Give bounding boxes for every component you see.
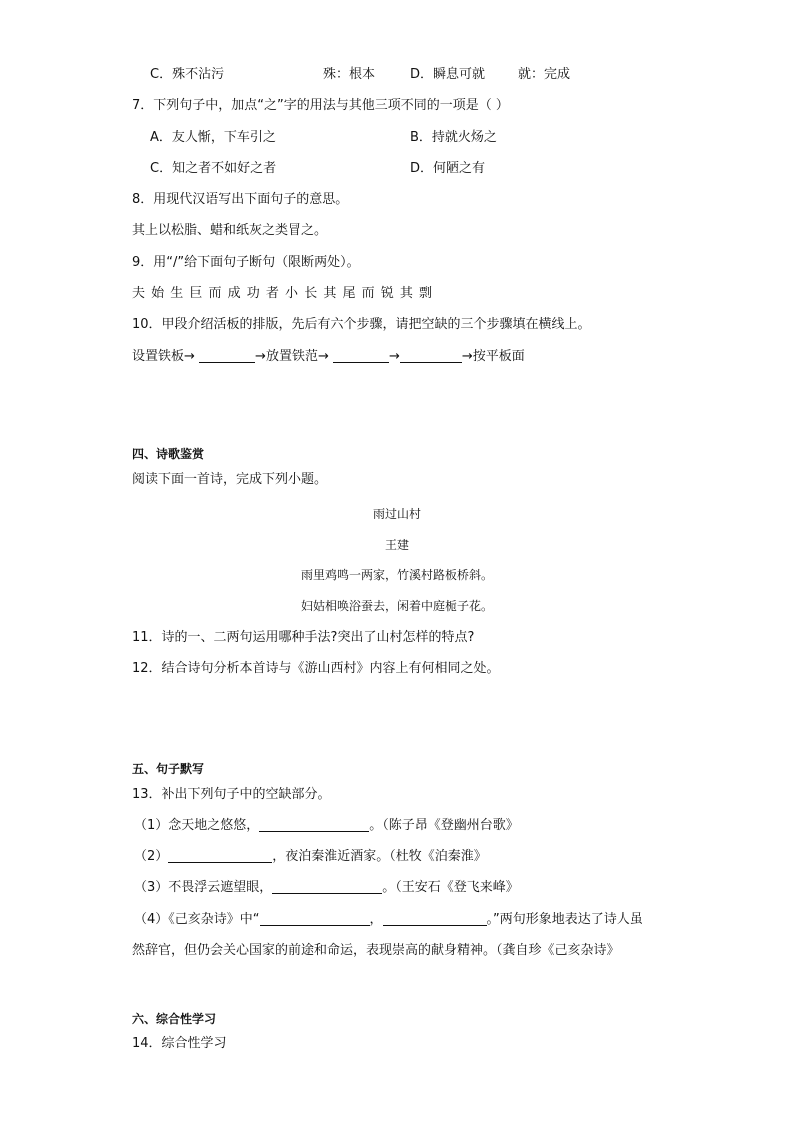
section4-heading: 四、诗歌鉴赏 — [132, 447, 205, 461]
q10-blank-1[interactable] — [199, 348, 255, 363]
q6-option-d-note: 就：完成 — [518, 67, 571, 82]
q10-step6: →按平板面 — [461, 349, 525, 364]
q7-option-c: C．知之者不如好之者 — [150, 161, 277, 176]
q13-blank-5[interactable] — [383, 911, 487, 926]
q13-item4-comma: ， — [369, 912, 383, 927]
q6-option-d: D．瞬息可就 — [410, 67, 486, 82]
q13-item-3 — [134, 879, 519, 897]
q13-item2-suffix: ，夜泊秦淮近酒家。（杜牧《泊秦淮》 — [272, 849, 487, 864]
q6-option-c: C．殊不沾污 — [150, 67, 225, 82]
q10-step3: →放置铁范→ — [255, 349, 329, 364]
q13-item3-prefix: （3）不畏浮云遮望眼， — [134, 880, 273, 895]
q7-question: 7．下列句子中，加点“之”字的用法与其他三项不同的一项是（ ） — [132, 98, 509, 113]
q13-blank-3[interactable] — [272, 879, 382, 894]
q10-step1: 设置铁板→ — [132, 349, 195, 364]
q11-question: 11．诗的一、二两句运用哪种手法?突出了山村怎样的特点? — [132, 630, 475, 645]
poem-title: 雨过山村 — [372, 507, 421, 521]
q13-item3-suffix: 。（王安石《登飞来峰》 — [382, 880, 519, 895]
q13-blank-4[interactable] — [260, 911, 370, 926]
q13-item-4 — [134, 911, 643, 929]
q8-sentence: 其上以松脂、蜡和纸灰之类冒之。 — [132, 223, 328, 238]
q13-item4-continuation: 然辞官，但仍会关心国家的前途和命运，表现崇高的献身精神。（龚自珍《己亥杂诗》 — [132, 943, 620, 958]
q13-item-1 — [134, 817, 519, 835]
q13-item2-prefix: （2） — [134, 849, 169, 864]
poem-author: 王建 — [384, 538, 409, 552]
q12-question: 12．结合诗句分析本首诗与《游山西村》内容上有何相同之处。 — [132, 661, 500, 676]
q10-steps — [132, 348, 525, 366]
poem-line-1: 雨里鸡鸣一两家，竹溪村路板桥斜。 — [300, 568, 493, 582]
q7-option-d: D．何陋之有 — [410, 161, 486, 176]
q13-blank-1[interactable] — [259, 817, 369, 832]
q13-item4-prefix: （4）《己亥杂诗》中“ — [134, 912, 260, 927]
q8-question: 8．用现代汉语写出下面句子的意思。 — [132, 192, 349, 207]
q13-item4-suffix: 。”两句形象地表达了诗人虽 — [486, 912, 643, 927]
q13-blank-2[interactable] — [168, 848, 272, 863]
q14-question: 14．综合性学习 — [132, 1036, 227, 1051]
q10-blank-3[interactable] — [400, 348, 462, 363]
q13-item1-suffix: 。（陈子昂《登幽州台歌》 — [369, 818, 519, 833]
q9-sentence: 夫 始 生 巨 而 成 功 者 小 长 其 尾 而 锐 其 剽 — [132, 286, 433, 301]
q10-blank-2[interactable] — [333, 348, 389, 363]
q9-question: 9．用“/”给下面句子断句（限断两处）。 — [132, 255, 360, 270]
q10-question: 10．甲段介绍活板的排版，先后有六个步骤，请把空缺的三个步骤填在横线上。 — [132, 317, 591, 332]
q7-option-a: A．友人惭，下车引之 — [150, 130, 276, 145]
q13-item-2 — [134, 848, 487, 866]
q10-arrow: → — [388, 349, 400, 364]
q6-option-c-note: 殊：根本 — [323, 67, 376, 82]
q13-question: 13．补出下列句子中的空缺部分。 — [132, 787, 331, 802]
section5-heading: 五、句子默写 — [132, 762, 205, 776]
q7-option-b: B．持就火炀之 — [410, 130, 497, 145]
section4-intro: 阅读下面一首诗，完成下列小题。 — [132, 472, 328, 487]
section6-heading: 六、综合性学习 — [132, 1012, 217, 1026]
poem-line-2: 妇姑相唤浴蚕去，闲着中庭栀子花。 — [300, 599, 493, 613]
q13-item1-prefix: （1）念天地之悠悠， — [134, 818, 260, 833]
